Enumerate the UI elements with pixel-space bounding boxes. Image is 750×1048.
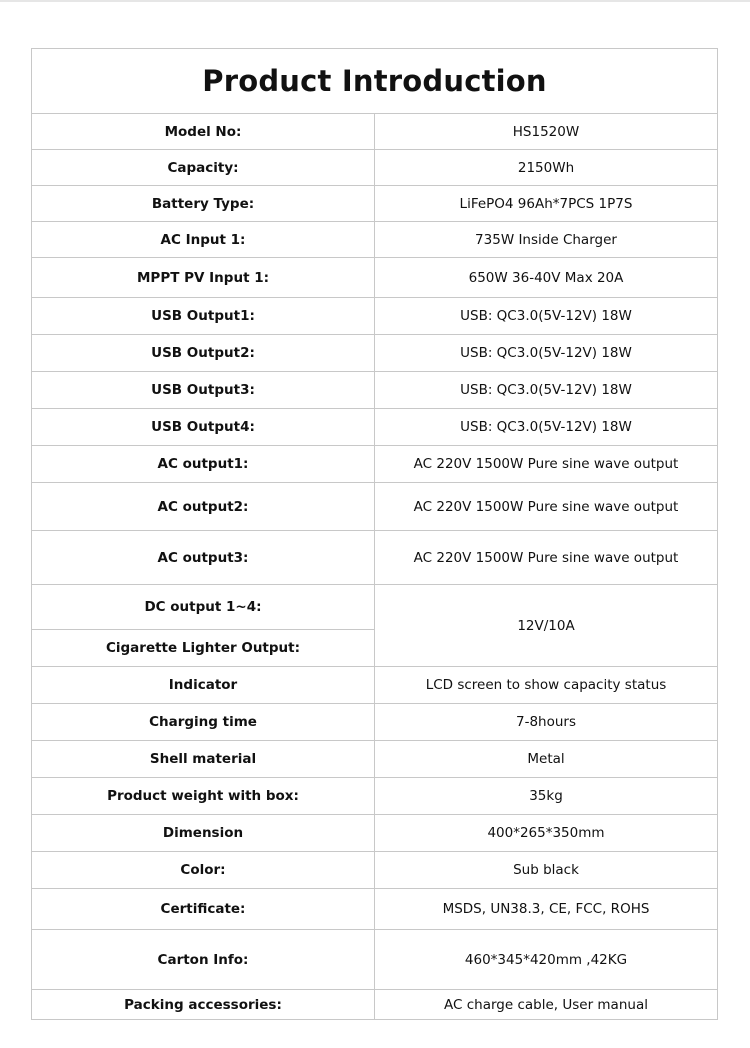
table-row [32,741,718,778]
table-row [32,852,718,889]
table-row [32,335,718,372]
spec-value-ac-output3: AC 220V 1500W Pure sine wave output [375,531,718,585]
spec-label-ac-output1: AC output1: [32,446,375,483]
table-row [32,585,718,630]
spec-label-capacity: Capacity: [32,150,375,186]
spec-label-usb-output1: USB Output1: [32,298,375,335]
spec-value-usb-output4: USB: QC3.0(5V-12V) 18W [375,409,718,446]
table-row [32,704,718,741]
spec-label-ac-output2: AC output2: [32,483,375,531]
spec-label-mppt-pv-input: MPPT PV Input 1: [32,258,375,298]
table-row [32,667,718,704]
spec-value-mppt-pv-input: 650W 36-40V Max 20A [375,258,718,298]
spec-label-usb-output4: USB Output4: [32,409,375,446]
spec-label-battery-type: Battery Type: [32,186,375,222]
product-spec-table [31,48,718,1020]
spec-label-carton-info: Carton Info: [32,930,375,990]
table-row [32,815,718,852]
spec-value-charging-time: 7-8hours [375,704,718,741]
spec-value-shell-material: Metal [375,741,718,778]
table-row [32,531,718,585]
spec-label-usb-output2: USB Output2: [32,335,375,372]
spec-label-certificate: Certificate: [32,889,375,930]
spec-value-usb-output1: USB: QC3.0(5V-12V) 18W [375,298,718,335]
spec-label-charging-time: Charging time [32,704,375,741]
spec-value-carton-info: 460*345*420mm ,42KG [375,930,718,990]
spec-value-model-no: HS1520W [375,114,718,150]
spec-label-indicator: Indicator [32,667,375,704]
spec-value-usb-output3: USB: QC3.0(5V-12V) 18W [375,372,718,409]
table-title: Product Introduction [32,49,718,114]
spec-label-cigarette-lighter-output: Cigarette Lighter Output: [32,630,375,667]
table-row [32,258,718,298]
table-row [32,990,718,1020]
spec-label-color: Color: [32,852,375,889]
table-row [32,409,718,446]
spec-value-ac-output1: AC 220V 1500W Pure sine wave output [375,446,718,483]
spec-value-battery-type: LiFePO4 96Ah*7PCS 1P7S [375,186,718,222]
table-row [32,446,718,483]
spec-value-ac-input: 735W Inside Charger [375,222,718,258]
spec-label-product-weight: Product weight with box: [32,778,375,815]
spec-label-dc-output: DC output 1~4: [32,585,375,630]
table-row [32,222,718,258]
table-row [32,372,718,409]
spec-value-packing-accessories: AC charge cable, User manual [375,990,718,1020]
table-row [32,778,718,815]
title-row [32,49,718,114]
spec-label-dimension: Dimension [32,815,375,852]
spec-value-ac-output2: AC 220V 1500W Pure sine wave output [375,483,718,531]
top-divider [0,0,750,2]
spec-label-ac-output3: AC output3: [32,531,375,585]
spec-label-packing-accessories: Packing accessories: [32,990,375,1020]
spec-label-model-no: Model No: [32,114,375,150]
spec-value-dc-output: 12V/10A [375,585,718,667]
table-row [32,298,718,335]
spec-value-dimension: 400*265*350mm [375,815,718,852]
spec-value-capacity: 2150Wh [375,150,718,186]
spec-value-indicator: LCD screen to show capacity status [375,667,718,704]
table-row [32,150,718,186]
spec-label-shell-material: Shell material [32,741,375,778]
spec-label-usb-output3: USB Output3: [32,372,375,409]
table-row [32,930,718,990]
table-row [32,114,718,150]
table-row [32,889,718,930]
spec-label-ac-input: AC Input 1: [32,222,375,258]
spec-value-certificate: MSDS, UN38.3, CE, FCC, ROHS [375,889,718,930]
spec-value-color: Sub black [375,852,718,889]
table-row [32,186,718,222]
spec-value-usb-output2: USB: QC3.0(5V-12V) 18W [375,335,718,372]
table-row [32,483,718,531]
spec-value-product-weight: 35kg [375,778,718,815]
